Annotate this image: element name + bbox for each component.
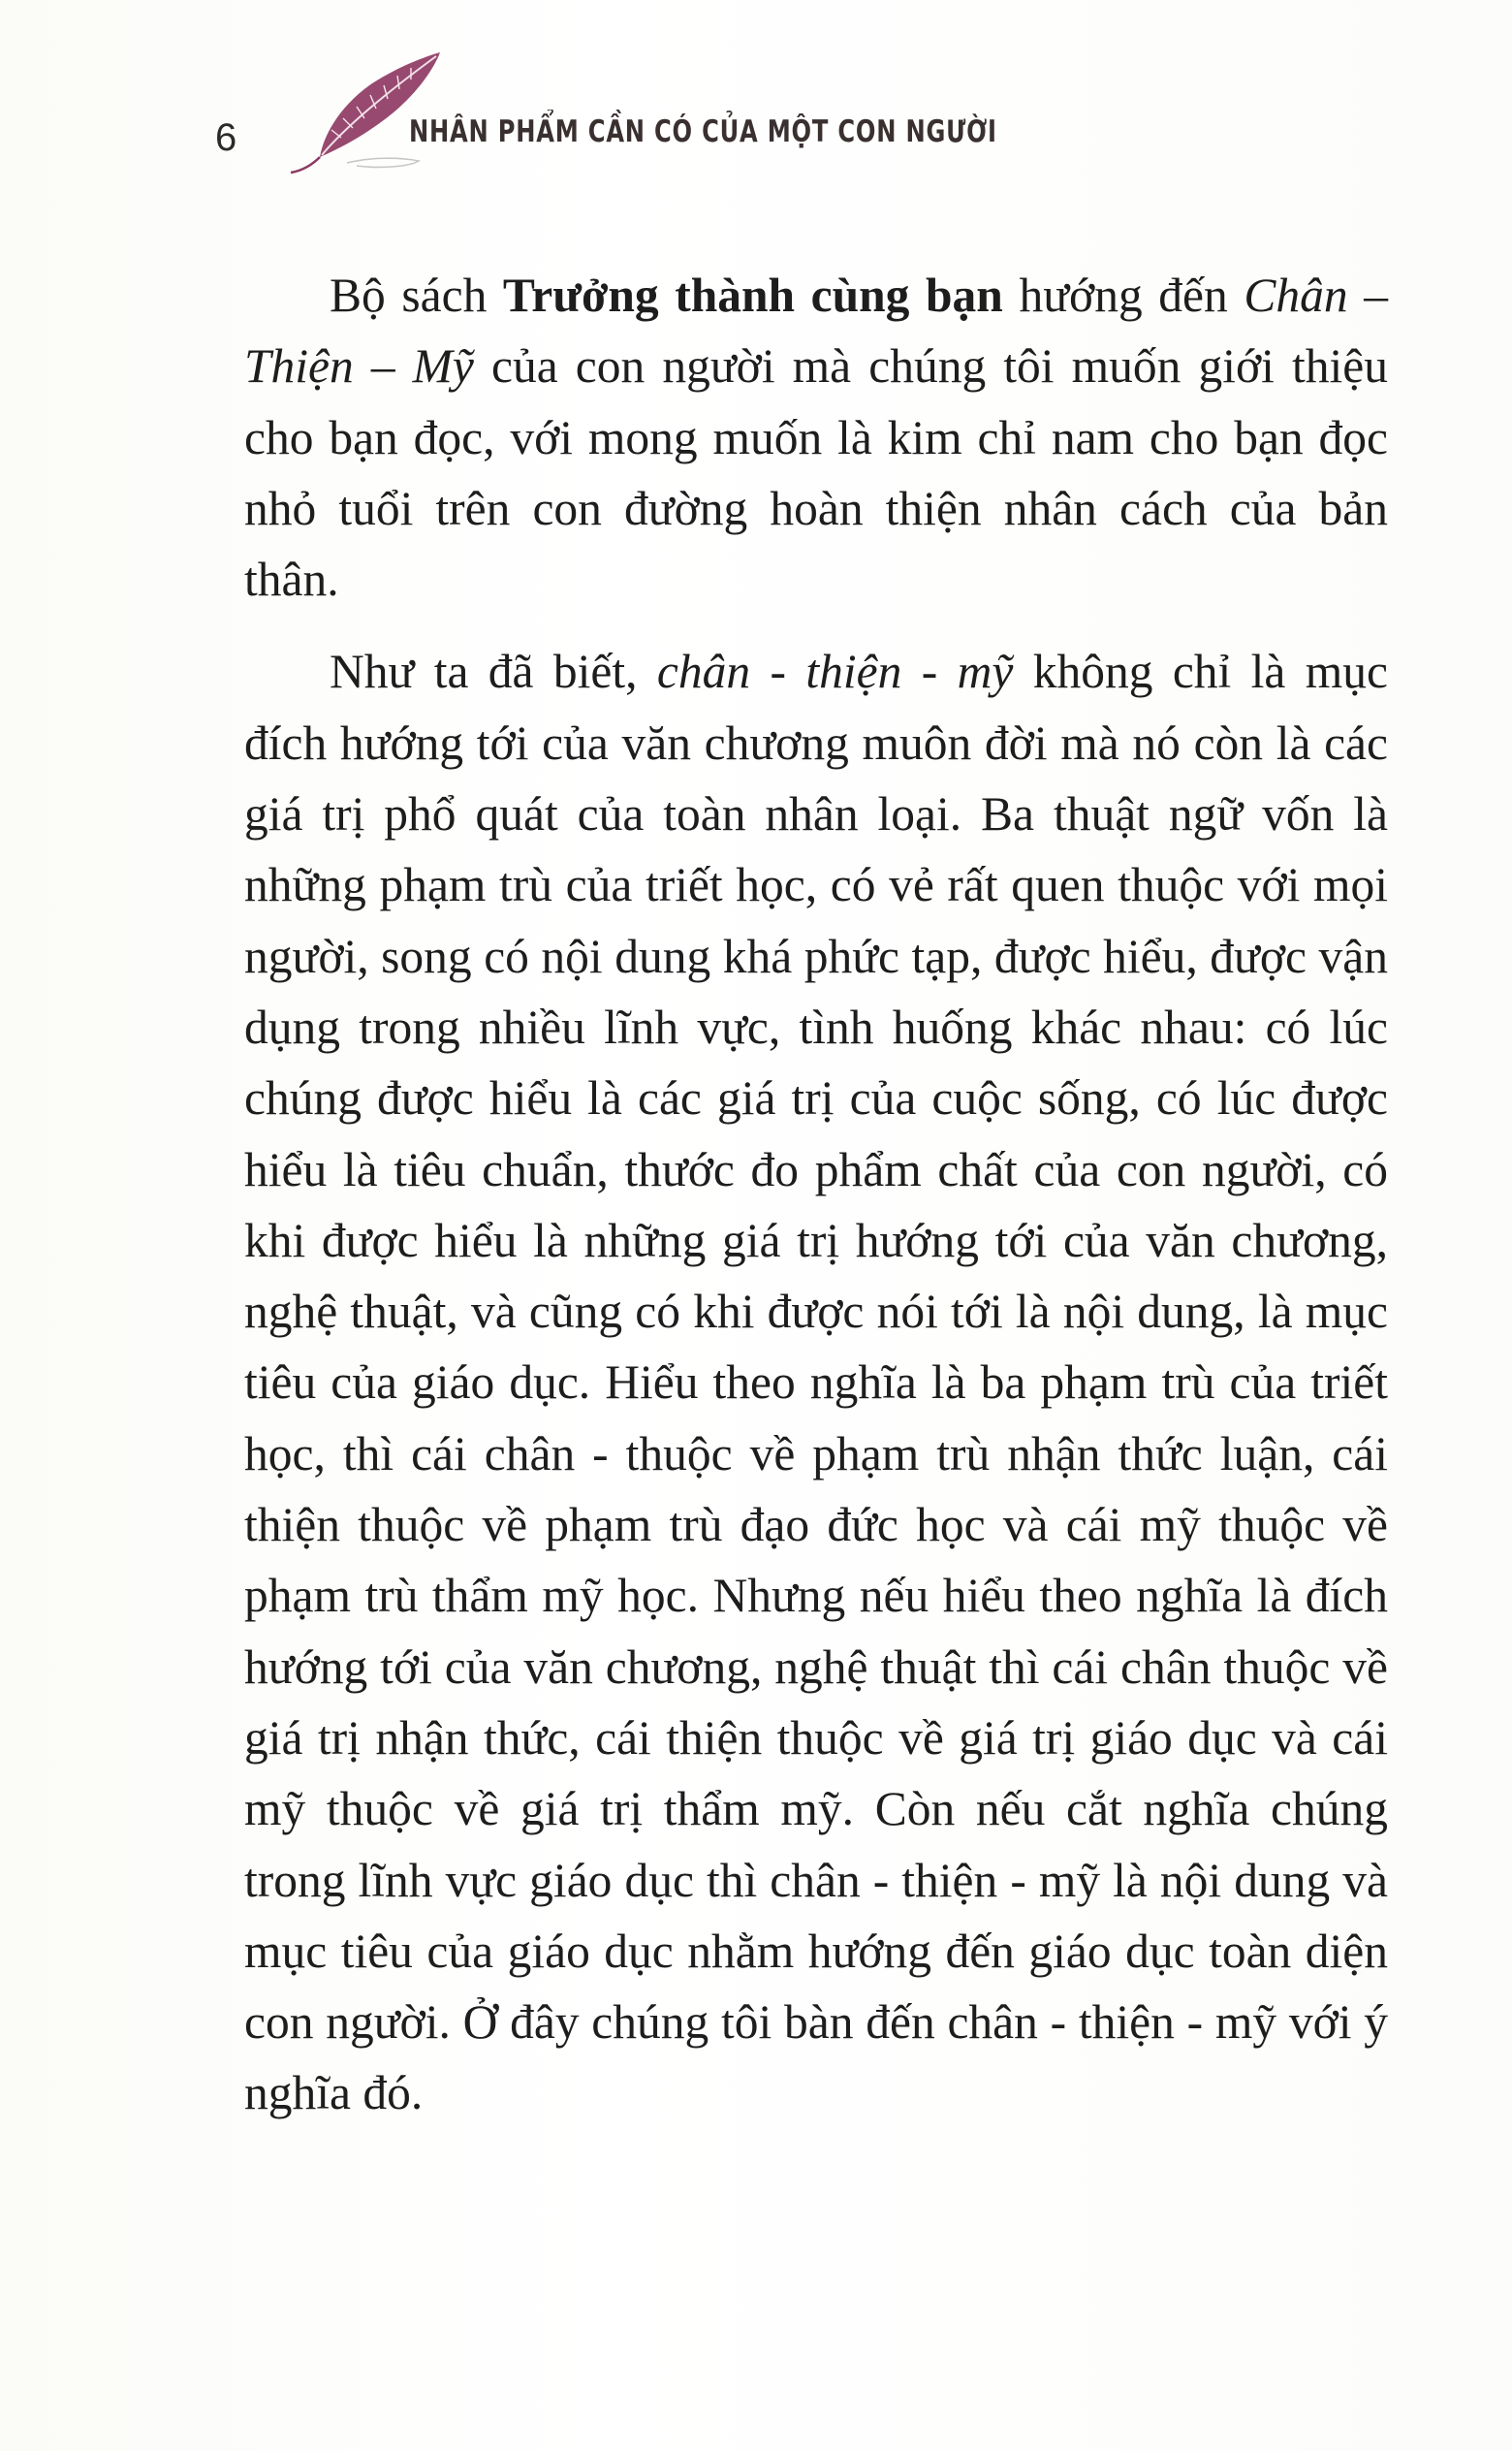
paragraph-2-text-b: không chỉ là mục đích hướng tới của văn chương muôn đời mà nó còn là các giá trị phổ quát của toàn nhân loại. Ba thuật ngữ vốn là những phạm trù của triết học, có vẻ rất quen thuộc với mọi người, song có nội dung khá phức tạp, được hiểu, được vận dụng trong nhiều lĩnh vực, tình huống khác nhau: có lúc chúng được hiểu là các giá trị của cuộc sống, có lúc được hiểu là tiêu chuẩn, thước đo phẩm chất của con người, có khi được hiểu là những giá trị hướng tới của văn chương, nghệ thuật, và cũng có khi được nói tới là nội dung, là mục tiêu của giáo dục. Hiểu theo nghĩa là ba phạm trù của triết học, thì cái chân - thuộc về phạm trù nhận thức luận, cái thiện thuộc về phạm trù đạo đức học và cái mỹ thuộc về phạm trù thẩm mỹ học. Nhưng nếu hiểu theo nghĩa là đích hướng tới của văn chương, nghệ thuật thì cái chân thuộc về giá trị nhận thức, cái thiện thuộc về giá trị giáo dục và cái mỹ thuộc về giá trị thẩm mỹ. Còn nếu cắt nghĩa chúng trong lĩnh vực giáo dục thì chân - thiện - mỹ là nội dung và mục tiêu của giáo dục nhằm hướng đến giáo dục toàn diện con người. Ở đây chúng tôi bàn đến chân - thiện - mỹ với ý nghĩa đó. (244, 645, 1389, 2120)
paragraph-1-text-a: Bộ sách (330, 269, 503, 322)
paragraph-1-text-b: hướng đến (1002, 269, 1244, 322)
page-header (215, 48, 1378, 184)
paragraph-2 (244, 636, 1388, 2128)
paragraph-1-text-c: của con người mà chúng tôi muốn giới thiệu cho bạn đọc, với mong muốn là kim chỉ nam cho bạn đọc nhỏ tuổi trên con đường hoàn thiện nhân cách của bản thân. (244, 339, 1388, 607)
page-number: 6 (215, 116, 237, 159)
body-text (244, 260, 1388, 2129)
feather-quill-icon (264, 48, 448, 175)
chan-thien-my-phrase: Chân – Thiện – Mỹ (244, 269, 1388, 394)
paragraph-1 (244, 260, 1388, 615)
chan-thien-my-italic: chân - thiện - mỹ (656, 645, 1014, 699)
paragraph-2-text-a: Như ta đã biết, (330, 645, 657, 699)
running-title: NHÂN PHẨM CẦN CÓ CỦA MỘT CON NGƯỜI (409, 114, 997, 149)
book-series-title: Trưởng thành cùng bạn (502, 269, 1003, 322)
